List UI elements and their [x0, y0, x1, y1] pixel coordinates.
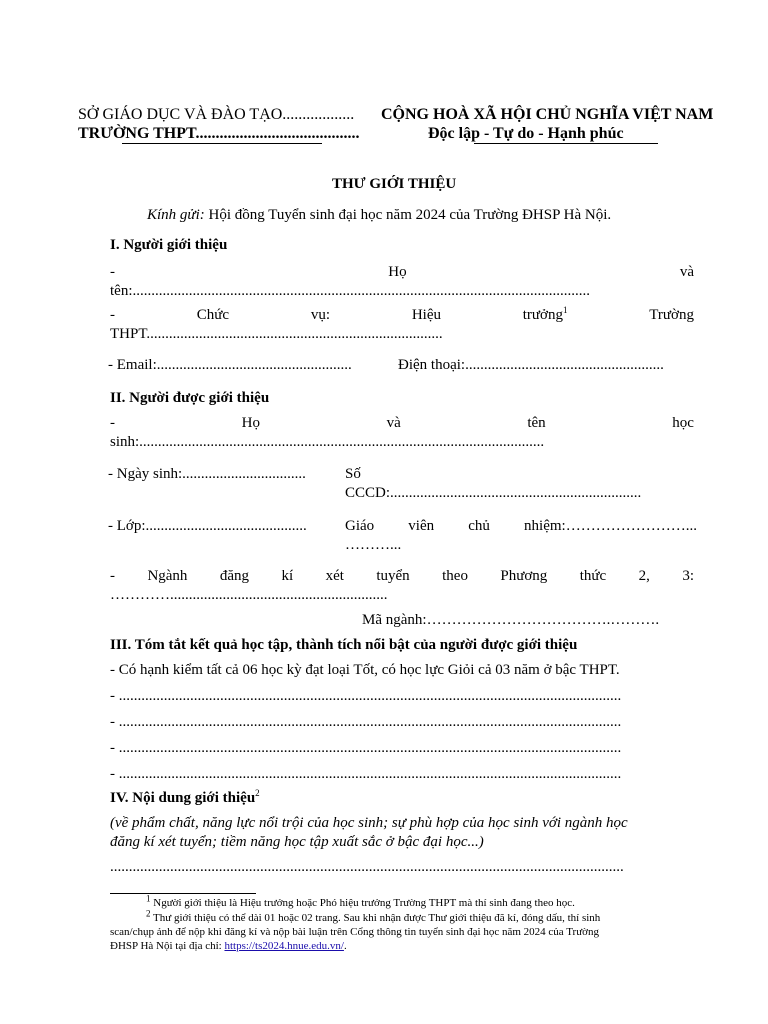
word: thức — [579, 568, 607, 584]
student-name-cont: sinh:............................................................................................................ — [110, 434, 545, 450]
recommender-phone: Điện thoại:..................................................... — [398, 357, 664, 373]
word: tên — [527, 415, 546, 431]
recommender-position-cont: THPT............................................................................... — [110, 326, 443, 342]
word: Chức — [196, 307, 230, 323]
word: Họ — [241, 415, 260, 431]
achievement-dotline: - ...................................................................................................................................... — [110, 740, 622, 756]
major-row — [110, 568, 694, 585]
recommender-email: - Email:.................................................... — [108, 357, 352, 373]
student-dob: - Ngày sinh:................................. — [108, 466, 306, 482]
footnote-separator — [110, 893, 256, 894]
word: 2, — [638, 568, 650, 584]
footnote-ref: 2 — [255, 788, 260, 798]
section-2-heading: II. Người được giới thiệu — [110, 390, 270, 406]
footnote-text: . — [343, 940, 347, 952]
homeroom-teacher-cont: ………... — [345, 537, 402, 553]
footnote-2-line-2: scan/chụp ảnh để nộp khi đăng kí và nộp bài luận trên Cổng thông tin tuyển sinh đại học năm 2024 của Trường — [110, 926, 599, 938]
motto-underline — [474, 143, 658, 144]
word: Phương — [500, 568, 548, 584]
word: Giáo — [345, 518, 375, 534]
student-class: - Lớp:........................................... — [108, 518, 307, 534]
word: đăng — [219, 568, 250, 584]
word: và — [386, 415, 401, 431]
national-motto: Độc lập - Tự do - Hạnh phúc — [428, 125, 624, 142]
footnote-2-line-1 — [146, 908, 601, 925]
footnote-text: ĐHSP Hà Nội tại địa chỉ: — [110, 940, 225, 952]
greeting-text: Hội đồng Tuyển sinh đại học năm 2024 của Trường ĐHSP Hà Nội. — [208, 207, 612, 223]
word-with-footnote — [523, 307, 568, 324]
word: kí — [281, 568, 294, 584]
footnote-number: 2 — [146, 908, 151, 919]
word: học — [672, 415, 694, 431]
content-dotline: ......................................................................................................................................... — [110, 859, 624, 875]
word: - — [110, 264, 115, 280]
word: - — [110, 307, 115, 323]
footnote-number: 1 — [146, 893, 151, 904]
student-id-cont: CCCD:................................................................... — [345, 485, 642, 501]
homeroom-teacher-row — [345, 518, 697, 535]
section-4-heading — [110, 790, 260, 807]
word: vụ: — [310, 307, 331, 323]
section-4-heading-text: IV. Nội dung giới thiệu — [110, 790, 256, 806]
recommender-name-cont: tên:.......................................................................................................................... — [110, 283, 590, 299]
achievement-dotline: - ...................................................................................................................................... — [110, 766, 622, 782]
school-line: TRƯỜNG THPT......................................... — [78, 125, 360, 142]
major-cont: ………….......................................................... — [110, 587, 388, 603]
recommender-name-row — [110, 264, 694, 281]
conduct-line: - Có hạnh kiểm tất cả 06 học kỳ đạt loại Tốt, có học lực Giỏi cả 03 năm ở bậc THPT. — [110, 662, 620, 678]
footnote-2-line-3 — [110, 940, 347, 953]
admission-portal-link[interactable]: https://ts2024.hnue.edu.vn/ — [224, 940, 344, 952]
word: 3: — [682, 568, 694, 584]
content-guidance-2: đăng kí xét tuyển; tiềm năng học tập xuất sắc ở bậc đại học...) — [110, 834, 484, 850]
achievement-dotline: - ...................................................................................................................................... — [110, 714, 622, 730]
word: viên — [408, 518, 435, 534]
word: xét — [325, 568, 344, 584]
word: nhiệm:……………………... — [524, 518, 697, 534]
letter-title: THƯ GIỚI THIỆU — [332, 176, 457, 192]
word: tuyển — [376, 568, 410, 584]
footnote-text: Người giới thiệu là Hiệu trưởng hoặc Phó hiệu trưởng Trường THPT mà thí sinh đang theo học. — [150, 897, 575, 909]
word: chủ — [468, 518, 490, 534]
word: - — [110, 415, 115, 431]
word: trưởng — [522, 307, 563, 323]
word: và — [679, 264, 694, 280]
word: - — [110, 568, 115, 584]
student-name-row — [110, 415, 694, 432]
word: Ngành — [147, 568, 188, 584]
word: Hiệu — [411, 307, 441, 323]
school-underline — [122, 143, 322, 144]
word: Họ — [388, 264, 407, 280]
word: theo — [442, 568, 468, 584]
department-line: SỞ GIÁO DỤC VÀ ĐÀO TẠO.................. — [78, 106, 355, 123]
content-guidance-1: (về phẩm chất, năng lực nổi trội của học sinh; sự phù hợp của học sinh với ngành học — [110, 815, 628, 831]
footnote-ref: 1 — [563, 305, 568, 315]
section-3-heading: III. Tóm tắt kết quả học tập, thành tích nổi bật của người được giới thiệu — [110, 637, 578, 653]
major-code: Mã ngành:……………………………….………. — [362, 612, 660, 628]
word: Trường — [649, 307, 694, 323]
section-1-heading: I. Người giới thiệu — [110, 237, 228, 253]
footnote-text: Thư giới thiệu có thể dài 01 hoặc 02 trang. Sau khi nhận được Thư giới thiệu đã kí, đóng dấu, thí sinh — [150, 912, 601, 924]
greeting: Kính gửi: Hội đồng Tuyển sinh đại học năm 2024 của Trường ĐHSP Hà Nội. — [147, 207, 612, 223]
footnote-1 — [146, 893, 575, 910]
national-title: CỘNG HOÀ XÃ HỘI CHỦ NGHĨA VIỆT NAM — [381, 106, 714, 123]
student-id-label: Số — [345, 466, 361, 482]
achievement-dotline: - ...................................................................................................................................... — [110, 688, 622, 704]
recommender-position-row — [110, 307, 694, 324]
